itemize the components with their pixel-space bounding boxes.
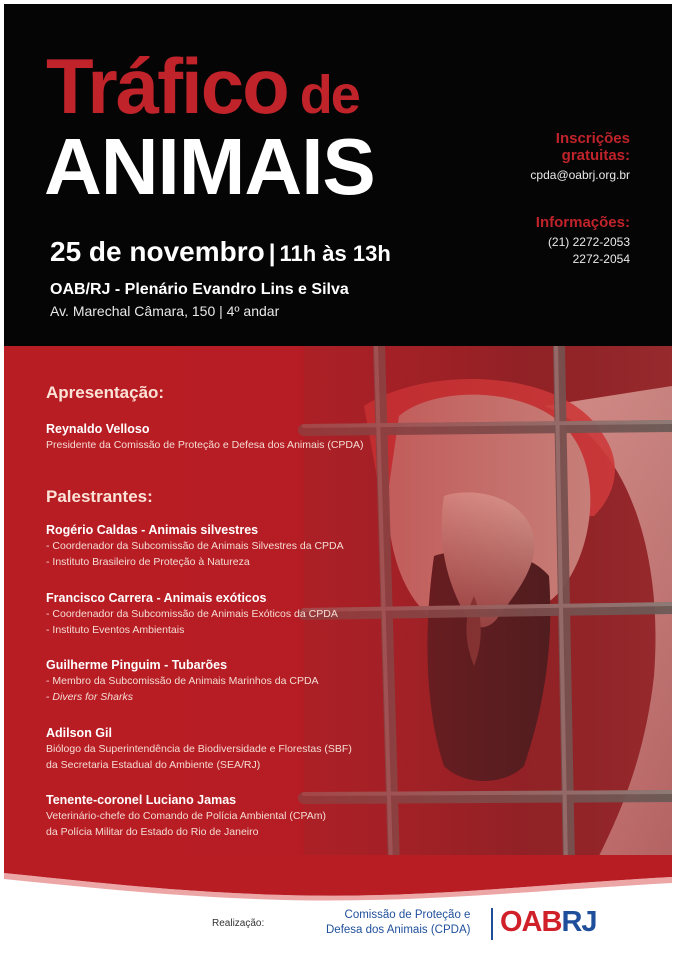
information-heading: Informações: (535, 214, 630, 231)
header-section (4, 4, 672, 346)
presenter-name: Reynaldo Velloso (46, 422, 150, 436)
speaker-name: Adilson Gil (46, 726, 112, 740)
realization-label: Realização: (212, 918, 265, 929)
presentation-heading: Apresentação: (46, 383, 165, 402)
speaker-detail: da Polícia Militar do Estado do Rio de Janeiro (46, 826, 259, 838)
title-line-1 (46, 42, 359, 130)
oabrj-logo (500, 906, 597, 939)
program-content (4, 346, 672, 856)
speaker-detail: - Instituto Eventos Ambientais (46, 624, 185, 636)
speaker-detail: - Membro da Subcomissão de Animais Marinhos da CPDA (46, 675, 319, 687)
information-phone-1: (21) 2272-2053 (547, 235, 630, 249)
speaker-detail: - Coordenador da Subcomissão de Animais Exóticos da CPDA (46, 608, 338, 620)
speaker-detail (46, 691, 133, 703)
program-section (4, 346, 672, 856)
commission-name (326, 908, 470, 938)
speaker-detail: - Coordenador da Subcomissão de Animais Silvestres da CPDA (46, 540, 344, 552)
presenter-role: Presidente da Comissão de Proteção e Defesa dos Animais (CPDA) (46, 439, 364, 451)
speaker-detail: Biólogo da Superintendência de Biodiversidade e Florestas (SBF) (46, 743, 352, 755)
speaker-detail: Veterinário-chefe do Comando de Polícia Ambiental (CPAm) (46, 810, 326, 822)
registration-heading-1: Inscrições (555, 130, 630, 147)
event-address: Av. Marechal Câmara, 150 | 4º andar (50, 303, 280, 319)
speaker-name: Rogério Caldas - Animais silvestres (46, 523, 259, 537)
date-separator: | (268, 240, 276, 267)
event-date-time (50, 236, 391, 268)
commission-name-line-1: Comissão de Proteção e (344, 909, 471, 921)
title-word-trafico: Tráfico (46, 42, 288, 130)
speaker-detail-italic: Divers for Sharks (52, 691, 133, 703)
commission-name-line-2: Defesa dos Animais (CPDA) (326, 924, 471, 936)
event-venue: OAB/RJ - Plenário Evandro Lins e Silva (50, 281, 349, 298)
speaker-detail: da Secretaria Estadual do Ambiente (SEA/RJ) (46, 759, 261, 771)
title-line-2: ANIMAIS (44, 122, 375, 211)
event-date: 25 de novembro (50, 236, 265, 267)
speaker-name: Francisco Carrera - Animais exóticos (46, 591, 267, 605)
speaker-detail: - Instituto Brasileiro de Proteção à Natureza (46, 556, 250, 568)
event-time: 11h às 13h (279, 241, 391, 266)
registration-heading-2: gratuitas: (561, 147, 630, 164)
footer-wave (4, 855, 672, 901)
logo-oab: OAB (500, 906, 562, 938)
title-word-de: de (299, 65, 359, 125)
event-poster (4, 4, 672, 950)
speaker-detail-dash: - (46, 691, 53, 703)
information-phone-2: 2272-2054 (572, 252, 630, 266)
speaker-name: Guilherme Pinguim - Tubarões (46, 658, 228, 672)
registration-block (530, 130, 630, 184)
logo-rj: RJ (561, 906, 597, 938)
footer-divider (491, 908, 493, 940)
registration-email[interactable]: cpda@oabrj.org.br (530, 168, 630, 182)
information-block (536, 214, 630, 268)
footer-section (4, 856, 672, 950)
speakers-heading: Palestrantes: (46, 487, 153, 506)
speaker-name: Tenente-coronel Luciano Jamas (46, 793, 237, 807)
